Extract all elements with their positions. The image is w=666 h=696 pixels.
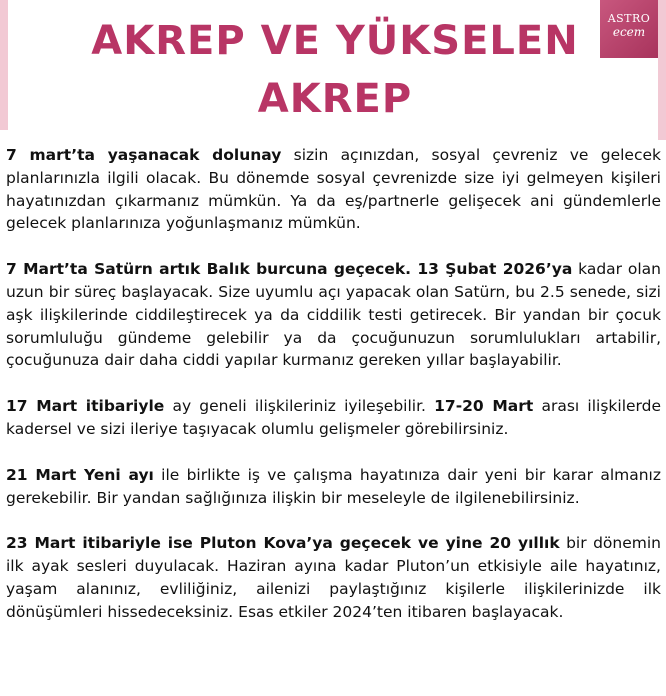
bold-phrase: 7 Mart’ta Satürn artık Balık burcuna geçecek. 13 Şubat 2026’ya <box>6 260 573 279</box>
paragraph-yeni-ay <box>6 464 661 510</box>
logo-text-astro: ASTRO <box>607 12 651 25</box>
paragraph-text: bir dönemin ilk ayak sesleri duyulacak. Haziran ayına kadar Pluton’un etkisiyle aile hayatınız, yaşam alanınız, evliliğiniz, ailenizi paylaştığınız kişilerle ilişkilerinizde ilk dönüşümleri hissedeceksiniz. Esas etkiler 2024’ten itibaren başlayacak. <box>6 534 661 621</box>
bold-phrase: 17-20 Mart <box>434 397 534 416</box>
paragraph-dolunay <box>6 144 661 235</box>
bold-phrase: 7 mart’ta yaşanacak dolunay <box>6 146 282 164</box>
article-body <box>6 144 661 647</box>
paragraph-text: ile birlikte iş ve çalışma hayatınıza dair yeni bir karar almanız gerekebilir. Bir yandan sağlığınıza ilişkin bir meseleyle de ilgilenebilirsiniz. <box>6 465 661 507</box>
paragraph-17-mart <box>6 395 661 441</box>
page-title-line-2: AKREP <box>257 76 413 122</box>
paragraph-text: kadar olan uzun bir süreç başlayacak. Size uyumlu açı yapacak olan Satürn, bu 2.5 senede, sizi aşk ilişkilerinde ciddileştirecek ya da ciddilik testi getirecek. Bir yandan bir çocuk sorumluluğu gündeme gelebilir ya da çocuğunuzun sorumlulukları artabilir, çocuğunuza dair daha ciddi yapılar kurmanız gereken yıllar başlayabilir. <box>6 260 661 370</box>
bold-phrase: 23 Mart itibariyle ise Pluton Kova’ya geçecek ve yine 20 yıllık <box>6 534 560 553</box>
logo-text-ecem: ecem <box>612 25 646 39</box>
decorative-left-bar <box>0 0 8 130</box>
paragraph-text: sizin açınızdan, sosyal çevreniz ve gelecek planlarınızla ilgili olacak. Bu dönemde sosyal çevrenizde size iyi gelmeyen kişileri hayatınızdan çıkarmanız mümkün. Ya da eş/partnerle gelişecek ani gündemlerle gelecek planlarınıza yoğunlaşmanız mümkün. <box>6 146 661 233</box>
paragraph-text: ay geneli ilişkileriniz iyileşebilir. <box>164 397 435 416</box>
decorative-right-bar <box>658 0 666 140</box>
paragraph-saturn <box>6 258 661 372</box>
astro-ecem-logo <box>600 0 658 58</box>
bold-phrase: 21 Mart Yeni ayı <box>6 465 154 484</box>
paragraph-text: arası ilişkilerde kadersel ve sizi ileriye taşıyacak olumlu gelişmeler görebilirsiniz. <box>6 397 662 438</box>
page-title-line-1: AKREP VE YÜKSELEN <box>91 18 579 64</box>
bold-phrase: 17 Mart itibariyle <box>6 397 165 416</box>
paragraph-pluton <box>6 532 661 623</box>
